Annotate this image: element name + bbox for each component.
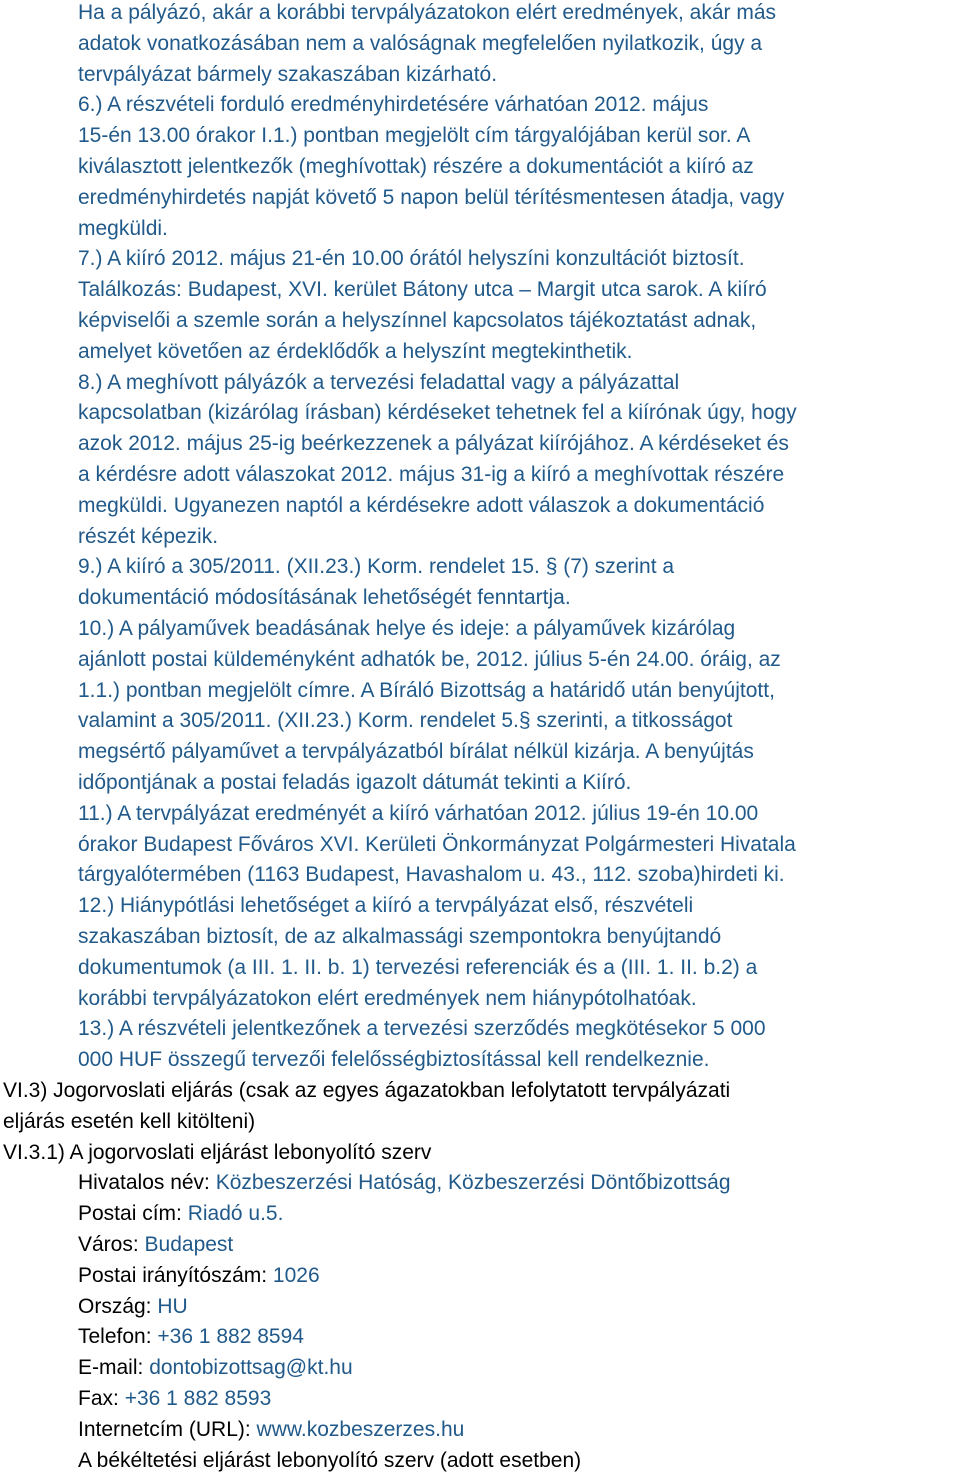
legal-remedy-section — [3, 1076, 958, 1476]
fax-label: Fax: — [78, 1386, 125, 1410]
text-line: kiválasztott jelentkezők (meghívottak) részére a dokumentációt a kiíró az — [78, 154, 754, 178]
text-line: 13.) A részvételi jelentkezőnek a tervezési szerződés megkötésekor 5 000 — [78, 1017, 766, 1041]
text-line: 15-én 13.00 órakor I.1.) pontban megjelölt cím tárgyalójában kerül sor. A — [78, 124, 751, 148]
section-heading: VI.3) Jogorvoslati eljárás (csak az egyes ágazatokban lefolytatott tervpályázati — [3, 1079, 731, 1102]
text-line: ajánlott postai küldeményként adhatók be, 2012. július 5-én 24.00. óráig, az — [78, 647, 781, 671]
text-line: időpontjának a postai feladás igazolt dátumát tekinti a Kiíró. — [78, 770, 632, 794]
remedy-body-contact — [78, 1168, 958, 1476]
text-line: 11.) A tervpályázat eredményét a kiíró várhatóan 2012. július 19-én 10.00 — [78, 801, 759, 825]
city-label: Város: — [78, 1232, 145, 1256]
url-link[interactable]: www.kozbeszerzes.hu — [256, 1417, 465, 1441]
text-line: 8.) A meghívott pályázók a tervezési feladattal vagy a pályázattal — [78, 370, 680, 394]
official-name-label: Hivatalos név: — [78, 1171, 216, 1195]
text-line: tervpályázat bármely szakaszában kizárható. — [78, 62, 498, 86]
url-row — [78, 1415, 958, 1446]
city-row — [78, 1230, 958, 1261]
text-line: dokumentumok (a III. 1. II. b. 1) tervezési referenciák és a (III. 1. II. b.2) a — [78, 955, 758, 979]
country-row — [78, 1292, 958, 1323]
text-line: órakor Budapest Főváros XVI. Kerületi Önkormányzat Polgármesteri Hivatala — [78, 832, 796, 856]
text-line: Találkozás: Budapest, XVI. kerület Bátony utca – Margit utca sarok. A kiíró — [78, 278, 767, 302]
country-value: HU — [157, 1294, 188, 1318]
text-line: tárgyalótermében (1163 Budapest, Havashalom u. 43., 112. szoba)hirdeti ki. — [78, 863, 785, 887]
text-line: eredményhirdetés napját követő 5 napon belül térítésmentesen átadja, vagy — [78, 185, 785, 209]
text-line: Ha a pályázó, akár a korábbi tervpályázatokon elért eredmények, akár más — [78, 1, 777, 24]
text-line: 6.) A részvételi forduló eredményhirdetésére várhatóan 2012. május — [78, 93, 709, 117]
text-line: korábbi tervpályázatokon elért eredmények nem hiánypótolhatóak. — [78, 986, 697, 1010]
text-line: 7.) A kiíró 2012. május 21-én 10.00 órától helyszíni konzultációt biztosít. — [78, 247, 745, 271]
postcode-label: Postai irányítószám: — [78, 1263, 273, 1287]
phone-value: +36 1 882 8594 — [157, 1325, 304, 1349]
official-name-row — [78, 1168, 958, 1199]
subsection-heading: VI.3.1) A jogorvoslati eljárást lebonyolító szerv — [3, 1140, 432, 1164]
phone-label: Telefon: — [78, 1325, 158, 1349]
text-line: kapcsolatban (kizárólag írásban) kérdéseket tehetnek fel a kiírónak úgy, hogy — [78, 401, 797, 425]
text-line: megküldi. — [78, 216, 168, 240]
tender-conditions-text — [78, 0, 960, 1076]
fax-value: +36 1 882 8593 — [124, 1386, 272, 1410]
email-label: E-mail: — [78, 1356, 150, 1380]
postal-address-label: Postai cím: — [78, 1202, 188, 1226]
text-line: 000 HUF összegű tervezői felelősségbiztosítással kell rendelkeznie. — [78, 1048, 710, 1072]
text-line: részét képezik. — [78, 524, 219, 548]
postcode-value: 1026 — [272, 1263, 320, 1287]
text-line: 10.) A pályaművek beadásának helye és ideje: a pályaművek kizárólag — [78, 616, 736, 640]
phone-row — [78, 1322, 958, 1353]
official-name-value: Közbeszerzési Hatóság, Közbeszerzési Döntőbizottság — [215, 1171, 731, 1195]
email-link[interactable]: dontobizottsag@kt.hu — [149, 1356, 353, 1380]
postcode-row — [78, 1261, 958, 1292]
text-line: képviselői a szemle során a helyszínnel kapcsolatos tájékoztatást adnak, — [78, 308, 757, 332]
text-line: a kérdésre adott válaszokat 2012. május 31-ig a kiíró a meghívottak részére — [78, 462, 785, 486]
country-label: Ország: — [78, 1294, 158, 1318]
url-label: Internetcím (URL): — [78, 1417, 257, 1441]
text-line: dokumentáció módosításának lehetőségét fenntartja. — [78, 586, 571, 610]
text-line: 12.) Hiánypótlási lehetőséget a kiíró a tervpályázat első, részvételi — [78, 894, 694, 918]
fax-row — [78, 1384, 958, 1415]
postal-address-value: Riadó u.5. — [187, 1202, 284, 1226]
text-line: 9.) A kiíró a 305/2011. (XII.23.) Korm. rendelet 15. § (7) szerint a — [78, 555, 675, 579]
conciliation-body-line: A békéltetési eljárást lebonyolító szerv (adott esetben) — [78, 1448, 582, 1472]
section-heading: eljárás esetén kell kitölteni) — [3, 1109, 256, 1133]
text-line: amelyet követően az érdeklődők a helyszínt megtekinthetik. — [78, 339, 633, 363]
text-line: 1.1.) pontban megjelölt címre. A Bíráló Bizottság a határidő után benyújtott, — [78, 678, 775, 702]
text-line: megküldi. Ugyanezen naptól a kérdésekre adott válaszok a dokumentáció — [78, 493, 765, 517]
city-value: Budapest — [144, 1232, 234, 1256]
text-line: azok 2012. május 25-ig beérkezzenek a pályázat kiírójához. A kérdéseket és — [78, 432, 789, 456]
postal-address-row — [78, 1199, 958, 1230]
text-line: megsértő pályaművet a tervpályázatból bírálat nélkül kizárja. A benyújtás — [78, 740, 754, 764]
text-line: szakaszában biztosít, de az alkalmassági szempontokra benyújtandó — [78, 924, 722, 948]
email-row — [78, 1353, 958, 1384]
text-line: valamint a 305/2011. (XII.23.) Korm. rendelet 5.§ szerinti, a titkosságot — [78, 709, 733, 733]
text-line: adatok vonatkozásában nem a valóságnak megfelelően nyilatkozik, úgy a — [78, 31, 763, 55]
